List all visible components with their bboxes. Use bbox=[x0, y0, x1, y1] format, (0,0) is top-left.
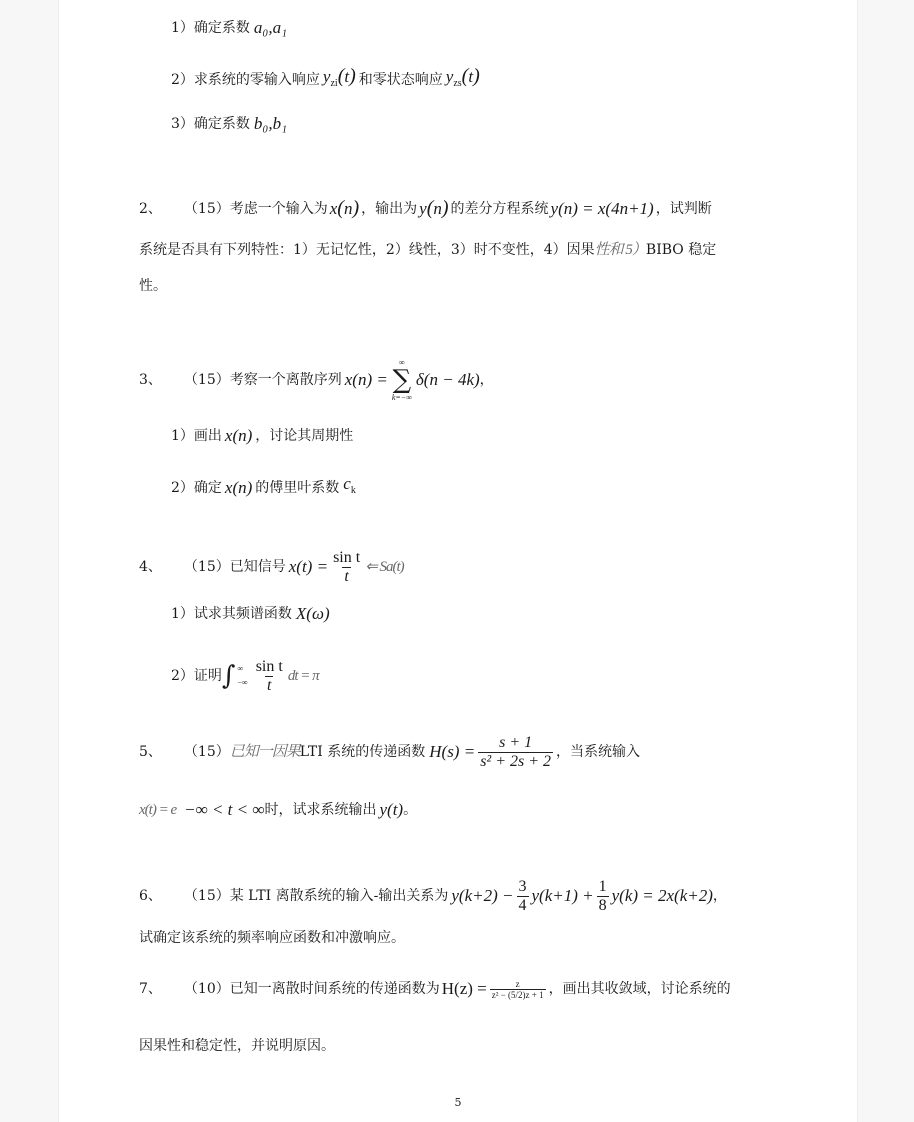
q6-term-1: y(k+2) − bbox=[451, 886, 514, 905]
q1-sub2-math-yzi: $y_{zi}(t)$ bbox=[322, 65, 356, 89]
q2-number: 2、 bbox=[139, 200, 162, 217]
q3-summation bbox=[392, 358, 412, 402]
q7-line-1 bbox=[139, 974, 731, 1004]
q3-sub1-math: x(n) bbox=[224, 426, 253, 445]
q1-subitem-3 bbox=[171, 114, 287, 134]
q6-end: ， bbox=[712, 888, 727, 904]
q7-number: 7、 bbox=[139, 981, 162, 997]
q5-output-math: y(t) bbox=[379, 800, 404, 819]
q6-number: 6、 bbox=[139, 888, 162, 904]
q4-handwritten-mark: ⇐ Sa(t) bbox=[365, 559, 404, 575]
q5-text-c: ，当系统输入 bbox=[556, 744, 641, 760]
q3-number: 3、 bbox=[139, 372, 162, 388]
q5-text-b: LTI 系统的传递函数 bbox=[299, 744, 426, 760]
q1-sub2-math-yzs: $y_{zs}(t)$ bbox=[445, 65, 480, 89]
q7-line2-text: 因果性和稳定性，并说明原因。 bbox=[139, 1038, 335, 1054]
q3-sub1-text-a: 1）画出 bbox=[171, 428, 222, 444]
q4-eq-left: x(t) = bbox=[288, 557, 329, 576]
page-number: 5 bbox=[454, 1096, 462, 1109]
q3-coef-c: c bbox=[343, 474, 351, 493]
q4-line-1 bbox=[139, 545, 404, 589]
q5-transfer-lhs: H(s) = bbox=[429, 742, 476, 761]
q5-text-b2: 时，试求系统输出 bbox=[264, 802, 377, 818]
q6-frac2-num: 1 bbox=[598, 877, 607, 895]
q5-line-2 bbox=[139, 800, 417, 820]
q6-frac1-den: 4 bbox=[518, 896, 527, 914]
q4-integrand-num: sin t bbox=[255, 657, 283, 675]
q3-sub2-math: x(n) bbox=[224, 477, 253, 497]
q7-text-a: （10）已知一离散时间系统的传递函数为 bbox=[183, 981, 440, 997]
q2-properties-end: BIBO 稳定 bbox=[645, 242, 717, 258]
q3-eq-left: x(n) = bbox=[344, 370, 388, 389]
q6-term-2: y(k+1) + bbox=[531, 886, 594, 905]
q4-int-lower: −∞ bbox=[237, 678, 248, 687]
q2-handwritten-mark: 性和 5） bbox=[594, 242, 646, 258]
q1-subitem-1 bbox=[171, 18, 287, 38]
q6-line-1 bbox=[139, 872, 727, 920]
q3-subitem-1 bbox=[171, 426, 353, 446]
q6-fraction-1 bbox=[517, 878, 529, 915]
q2-line-1 bbox=[139, 198, 712, 219]
q3-end: ， bbox=[479, 372, 494, 388]
q2-equation: y(n) = x(4n+1) bbox=[550, 198, 654, 218]
q4-integrand-fraction bbox=[254, 658, 285, 695]
q5-handwritten-mark: 已知一因果 bbox=[229, 744, 300, 760]
q3-sub2-text-a: 2）确定 bbox=[171, 479, 222, 496]
q1-sub2-text-b: 和零状态响应 bbox=[358, 72, 443, 88]
q4-frac-num: sin t bbox=[333, 548, 361, 566]
q6-term-3: y(k) = 2x(k+2) bbox=[611, 886, 713, 905]
q4-number: 4、 bbox=[139, 559, 162, 575]
q5-time-range: −∞ < t < ∞ bbox=[184, 800, 265, 819]
q6-frac1-num: 3 bbox=[518, 877, 527, 895]
q2-math-xn: x(n) bbox=[329, 197, 360, 219]
q4-subitem-2 bbox=[171, 654, 319, 698]
q7-line-2 bbox=[139, 1036, 335, 1056]
q4-integral-limits bbox=[237, 662, 247, 690]
q6-fraction-2 bbox=[597, 878, 609, 915]
q6-line-2 bbox=[139, 928, 405, 948]
q3-sum-lower: k=−∞ bbox=[391, 393, 412, 402]
q7-transfer-lhs: H(z) = bbox=[441, 979, 487, 998]
q3-sub2-coef: $c_k$ bbox=[343, 474, 356, 496]
q4-frac-den: t bbox=[344, 567, 349, 585]
integral-symbol: ∫ bbox=[221, 661, 236, 691]
q4-int-upper: ∞ bbox=[237, 664, 244, 673]
q1-sub3-text: 3）确定系数 bbox=[171, 116, 250, 132]
q4-text-a: （15）已知信号 bbox=[183, 559, 286, 575]
q2-line-2 bbox=[139, 240, 716, 260]
document-page bbox=[58, 0, 858, 1122]
q5-input-expr: x(t) = e bbox=[139, 802, 177, 818]
q2-text-a: （15）考虑一个输入为 bbox=[183, 200, 328, 217]
q4-sub1-text: 1）试求其频谱函数 bbox=[171, 606, 292, 622]
q4-subitem-1 bbox=[171, 604, 330, 624]
q5-frac-num: s + 1 bbox=[499, 733, 533, 751]
q6-line2-text: 试确定该系统的频率响应函数和冲激响应。 bbox=[139, 930, 405, 946]
q1-sub3-math: b₀,b₁ bbox=[253, 114, 287, 133]
q7-transfer-fraction bbox=[490, 979, 546, 1000]
q3-sub2-text-b: 的傅里叶系数 bbox=[255, 479, 340, 496]
q7-frac-num: z bbox=[515, 978, 520, 989]
q6-text-a: （15）某 LTI 离散系统的输入-输出关系为 bbox=[183, 888, 449, 904]
q1-sub1-math: a₀,a₁ bbox=[253, 18, 287, 37]
q5-end: 。 bbox=[403, 802, 418, 818]
q4-fraction bbox=[331, 549, 362, 586]
q2-text-d: ，试判断 bbox=[655, 200, 712, 217]
q3-subitem-2 bbox=[171, 474, 356, 501]
q2-text-c: 的差分方程系统 bbox=[450, 200, 549, 217]
q2-line3-text: 性。 bbox=[139, 278, 167, 294]
q6-frac2-den: 8 bbox=[598, 896, 607, 914]
q4-sub2-text: 2）证明 bbox=[171, 668, 222, 684]
q2-line-3 bbox=[139, 276, 167, 296]
q5-number: 5、 bbox=[139, 744, 162, 760]
q7-frac-den: z² − (5/2)z + 1 bbox=[491, 989, 544, 1000]
sigma-symbol: ∑ bbox=[392, 365, 412, 395]
q2-math-yn: y(n) bbox=[419, 197, 449, 219]
q1-sub2-text-a: 2）求系统的零输入响应 bbox=[171, 72, 320, 88]
q3-sum-upper: ∞ bbox=[399, 358, 405, 367]
q1-subitem-2 bbox=[171, 66, 480, 94]
q7-text-b: ，画出其收敛域，讨论系统的 bbox=[548, 981, 731, 997]
q4-integrand-den: t bbox=[267, 676, 272, 694]
q5-transfer-fraction bbox=[478, 734, 553, 771]
q3-line-1 bbox=[139, 355, 494, 405]
q1-sub1-text: 1）确定系数 bbox=[171, 20, 250, 36]
q5-frac-den: s² + 2s + 2 bbox=[480, 752, 552, 770]
q4-integral-tail: dt = π bbox=[287, 668, 319, 684]
q2-properties-text: 系统是否具有下列特性：1）无记忆性，2）线性，3）时不变性，4）因果 bbox=[139, 242, 595, 258]
q3-text-a: （15）考察一个离散序列 bbox=[183, 372, 342, 388]
q3-sub1-text-b: ，讨论其周期性 bbox=[255, 428, 354, 444]
q2-text-b: ，输出为 bbox=[361, 200, 418, 217]
q4-sub1-math: X(ω) bbox=[295, 604, 330, 623]
q3-eq-right: δ(n − 4k) bbox=[415, 370, 480, 389]
q5-line-1 bbox=[139, 728, 640, 776]
q5-text-a: （15） bbox=[183, 744, 230, 760]
